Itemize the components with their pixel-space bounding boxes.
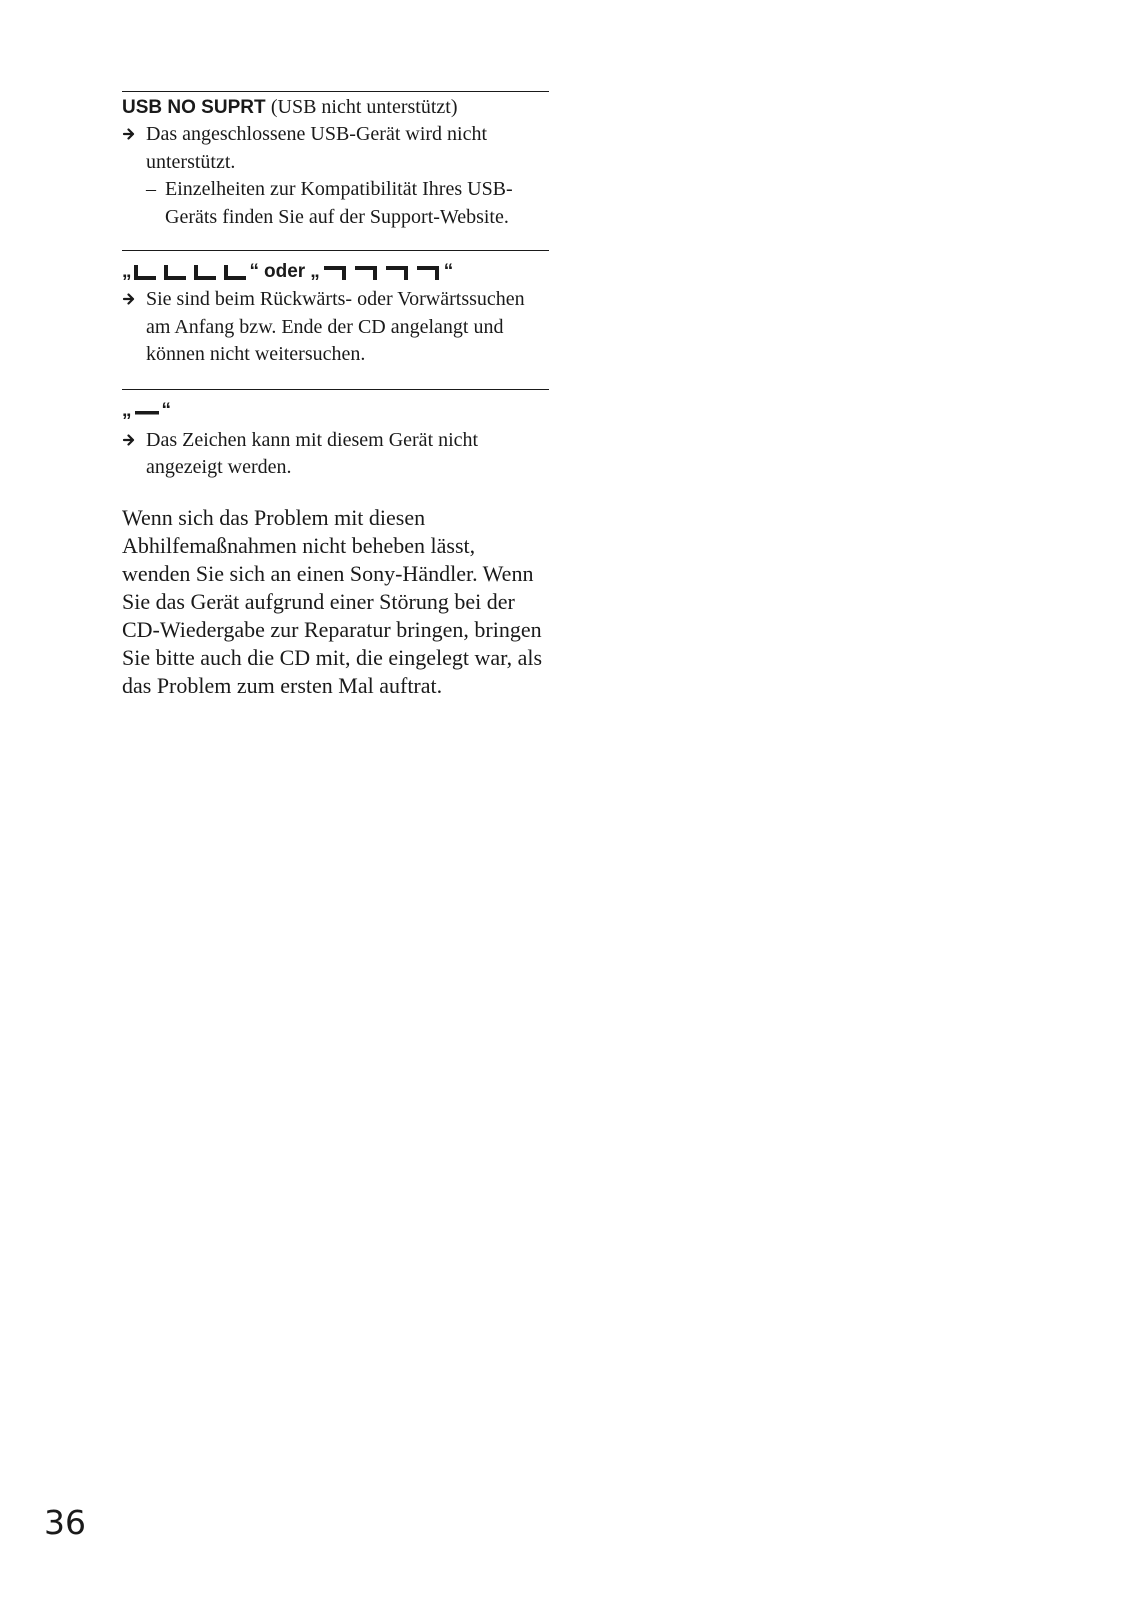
sub-note-text: Einzelheiten zur Kompatibilität Ihres USB-Geräts finden Sie auf der Support-Website. [165,178,513,228]
display-message-code: USB NO SUPRT [122,97,266,118]
remedy-item [122,427,549,482]
quote-open: „ [122,261,132,282]
message-entry-usb-no-suprt [122,91,549,231]
arrow-right-icon [122,291,136,307]
quote-close: “ [249,261,259,282]
segment-bottom-left-icon [132,261,250,283]
arrow-right-icon [122,126,136,142]
remedy-item [122,121,549,176]
quote-open: „ [122,399,132,421]
page-number: 36 [44,1503,86,1542]
display-message-description: (USB nicht unterstützt) [270,96,458,118]
remedy-text: Sie sind beim Rückwärts- oder Vorwärtssuchen am Anfang bzw. Ende der CD angelangt und können nicht weitersuchen. [146,288,525,365]
sub-note [122,176,549,231]
remedy-text: Das Zeichen kann mit diesem Gerät nicht angezeigt werden. [146,428,479,478]
arrow-right-icon [122,432,136,448]
remedy-item [122,286,549,369]
remedy-text: Das angeschlossene USB-Gerät wird nicht unterstützt. [146,123,488,173]
message-entry-unsupported-character [122,389,549,482]
segment-top-right-icon [320,261,444,283]
entry-title [122,394,549,422]
entry-title [122,95,549,120]
entry-title [122,255,549,283]
message-entry-disc-boundary [122,250,549,369]
closing-paragraph: Wenn sich das Problem mit diesen Abhilfemaßnahmen nicht beheben lässt, wenden Sie sich an einen Sony-Händler. Wenn Sie das Gerät aufgrund einer Störung bei der CD-Wiedergabe zur Reparatur bringen, bringen Sie bitte auch die CD mit, die eingelegt war, als das Problem zum ersten Mal auftrat. [122,504,543,698]
connector-text: oder [264,261,306,282]
quote-close: “ [443,261,454,282]
quote-close: “ [161,399,171,421]
dash-marker: – [146,178,156,200]
underscore-dash-icon [132,400,162,422]
quote-open: „ [310,261,320,282]
troubleshooting-column [122,91,549,722]
